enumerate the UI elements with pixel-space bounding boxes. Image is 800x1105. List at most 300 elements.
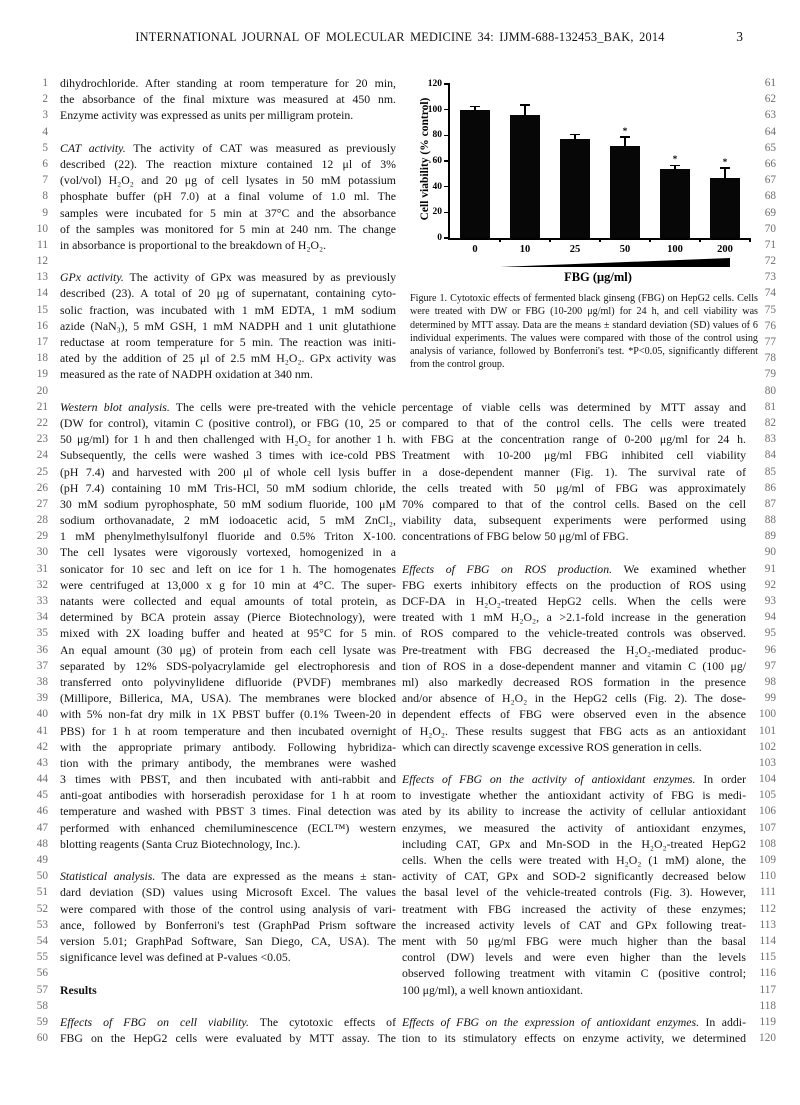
line-number: 25 xyxy=(36,465,48,478)
y-tick-label: 60 xyxy=(432,156,442,166)
text-line xyxy=(402,836,776,852)
text-line xyxy=(402,1014,776,1030)
line-number: 40 xyxy=(36,708,48,721)
line-number: 24 xyxy=(36,449,48,462)
line-number: 68 xyxy=(764,190,776,203)
text-line xyxy=(402,464,776,480)
line-number: 36 xyxy=(36,643,48,656)
line-number: 82 xyxy=(764,416,776,429)
line-text: 3 times with PBST, and then incubated with anti-rabbit and xyxy=(60,772,396,787)
x-axis-label: FBG (μg/ml) xyxy=(564,270,632,284)
line-number: 104 xyxy=(759,773,776,786)
line-text: Enzyme activity was expressed as units per milligram protein. xyxy=(60,108,354,123)
line-number: 19 xyxy=(36,368,48,381)
text-line xyxy=(30,803,396,819)
text-line xyxy=(402,884,776,900)
viability-bar xyxy=(660,169,690,238)
y-tick xyxy=(444,212,450,214)
line-text: natants were collected and equal amounts of total protein, as xyxy=(60,594,396,608)
line-number: 73 xyxy=(764,271,776,284)
error-bar-cap xyxy=(470,106,480,108)
line-number: 7 xyxy=(42,174,48,187)
line-number: 49 xyxy=(36,854,48,866)
text-line xyxy=(30,124,396,140)
error-bar xyxy=(574,135,576,140)
line-text: (Millipore, Billerica, MA, USA). The membranes were blocked xyxy=(60,691,396,706)
line-number: 83 xyxy=(764,433,776,446)
text-line xyxy=(402,528,776,544)
error-bar-cap xyxy=(570,134,580,136)
text-line xyxy=(402,642,776,658)
line-number: 9 xyxy=(42,206,48,219)
text-line xyxy=(30,577,396,593)
line-number: 63 xyxy=(764,109,776,122)
text-line xyxy=(402,803,776,819)
text-line xyxy=(30,933,396,949)
line-number: 107 xyxy=(759,821,776,834)
line-number: 21 xyxy=(36,400,48,413)
line-number: 85 xyxy=(764,465,776,478)
viability-bar xyxy=(560,139,590,238)
line-text xyxy=(60,253,396,269)
line-text xyxy=(402,383,746,399)
line-number: 12 xyxy=(36,255,48,268)
line-number: 101 xyxy=(759,724,776,737)
text-line xyxy=(402,755,776,771)
line-text: Effects of FBG on ROS production. We examined whether xyxy=(402,561,746,576)
line-text: anti-goat antibodies with horseradish peroxidase for 1 h at room xyxy=(60,788,396,803)
y-tick xyxy=(444,135,450,137)
text-line xyxy=(30,739,396,755)
line-text: were compared with those of the control using analysis of vari- xyxy=(60,901,396,916)
text-line xyxy=(402,383,776,399)
text-line xyxy=(30,205,396,221)
line-number: 102 xyxy=(759,740,776,753)
text-line xyxy=(402,723,776,739)
text-line xyxy=(30,658,396,674)
text-line xyxy=(402,415,776,431)
text-line xyxy=(30,982,396,998)
line-number: 17 xyxy=(36,336,48,348)
y-tick-label: 100 xyxy=(427,104,442,115)
text-line xyxy=(402,820,776,836)
text-line xyxy=(30,431,396,447)
line-text: dard deviation (SD) values using Microsoft Excel. The values xyxy=(60,885,396,900)
line-number: 62 xyxy=(764,93,776,106)
text-line xyxy=(402,998,776,1014)
line-text: (vol/vol) H₂O₂ and 20 μg of cell lysates in 50 mM potassium xyxy=(60,173,396,188)
line-number: 51 xyxy=(36,886,48,899)
x-tick xyxy=(599,238,601,242)
line-text: Statistical analysis. The data are expressed as the means ± stan- xyxy=(60,869,396,884)
line-text: and/or absence of H₂O₂ in the HepG2 cells (Fig. 2). The dose- xyxy=(402,691,746,706)
line-number: 34 xyxy=(36,611,48,624)
line-number: 8 xyxy=(42,190,48,203)
line-text: temperature and washed with PBST 3 times. Final detection was xyxy=(60,804,396,819)
line-text: solic fraction, was incubated with 1 mM EDTA, 1 mM sodium xyxy=(60,302,396,317)
text-line xyxy=(402,868,776,884)
line-text: to investigate whether the antioxidant activity of FBG is medi- xyxy=(402,788,746,803)
line-text: 30 mM sodium pyrophosphate, 50 mM sodium fluoride, 100 μM xyxy=(60,496,396,511)
line-text xyxy=(60,124,396,140)
line-text: viability data, subsequent experiments were performed using xyxy=(402,513,746,528)
line-text: Pre-treatment with FBG decreased the H₂O₂-mediated produc- xyxy=(402,642,746,657)
line-text: measured as the rate of NADPH oxidation at 340 nm. xyxy=(60,367,313,382)
text-line xyxy=(30,156,396,172)
line-text: described (23). A total of 20 μg of supernatant, containing cyto- xyxy=(60,286,396,301)
line-text: with 5% non-fat dry milk in 1X PBST buffer (0.1% Tween-20 in xyxy=(60,707,396,722)
line-text: sodium orthovanadate, 2 mM iodoacetic acid, 5 mM ZnCl₂, xyxy=(60,513,396,528)
line-number: 120 xyxy=(759,1032,776,1045)
line-text: treated with 1 mM H₂O₂, a >2.1-fold increase in the generation xyxy=(402,610,746,625)
text-line xyxy=(30,285,396,301)
text-line xyxy=(402,431,776,447)
y-tick xyxy=(444,109,450,111)
line-text xyxy=(402,755,746,771)
line-text: enzymes, we measured the activity of antioxidant enzymes, xyxy=(402,820,746,835)
line-text: concentrations of FBG below 50 μg/ml of FBG. xyxy=(402,529,629,544)
line-number: 3 xyxy=(42,109,48,122)
text-line xyxy=(30,334,396,350)
text-line xyxy=(30,949,396,965)
line-number: 92 xyxy=(764,578,776,591)
line-number: 5 xyxy=(42,141,48,154)
text-line xyxy=(30,868,396,884)
page-number: 3 xyxy=(736,29,743,44)
text-line xyxy=(402,706,776,722)
line-text: the basal level of the vehicle-treated controls (Fig. 3). However, xyxy=(402,885,746,900)
line-number: 93 xyxy=(764,595,776,607)
line-number: 26 xyxy=(36,481,48,494)
line-text: observed following treatment with vitamin C (positive control; xyxy=(402,966,746,981)
line-text: performed with enhanced chemiluminescence (ECL™) western xyxy=(60,820,396,835)
line-number: 23 xyxy=(36,433,48,446)
text-line xyxy=(30,820,396,836)
line-number: 54 xyxy=(36,934,48,947)
line-number: 1 xyxy=(42,77,48,89)
line-text: version 5.01; GraphPad Software, San Diego, CA, USA). The xyxy=(60,933,396,948)
text-line xyxy=(30,544,396,560)
journal-header: INTERNATIONAL JOURNAL OF MOLECULAR MEDICINE 34: IJMM-688-132453_BAK, 2014 xyxy=(135,30,665,44)
line-number: 46 xyxy=(36,805,48,818)
text-line xyxy=(30,140,396,156)
line-number: 27 xyxy=(36,497,48,510)
line-number: 10 xyxy=(36,222,48,235)
text-line xyxy=(30,561,396,577)
text-line xyxy=(402,544,776,560)
x-tick-label: 0 xyxy=(472,244,478,255)
text-line xyxy=(402,577,776,593)
error-bar xyxy=(524,106,526,116)
line-number: 6 xyxy=(42,157,48,170)
line-number: 42 xyxy=(36,740,48,753)
line-text: determined by BCA protein assay (Pierce Biotechnology), were xyxy=(60,610,396,625)
text-line xyxy=(30,383,396,399)
text-line xyxy=(30,496,396,512)
text-line xyxy=(30,269,396,285)
line-number: 52 xyxy=(36,902,48,915)
viability-bar xyxy=(610,146,640,238)
text-line xyxy=(30,836,396,852)
line-number: 16 xyxy=(36,319,48,332)
line-number: 57 xyxy=(36,983,48,996)
line-text xyxy=(402,544,746,560)
line-number: 74 xyxy=(764,287,776,300)
line-number: 112 xyxy=(759,902,776,915)
line-number: 4 xyxy=(42,125,48,138)
line-text: sonicator for 10 sec and left on ice for 1 h. The homogenates xyxy=(60,561,396,576)
line-number: 44 xyxy=(36,773,48,786)
line-text: azide (NaN₃), 5 mM GSH, 1 mM NADPH and 1 unit glutathione xyxy=(60,318,396,333)
line-number: 61 xyxy=(764,77,776,89)
text-line xyxy=(30,480,396,496)
line-number: 43 xyxy=(36,756,48,769)
line-text xyxy=(60,383,396,399)
significance-asterisk: * xyxy=(672,154,678,165)
text-line xyxy=(30,75,396,91)
text-line xyxy=(30,1030,396,1046)
line-number: 105 xyxy=(759,789,776,802)
line-number: 79 xyxy=(764,368,776,381)
text-line xyxy=(30,690,396,706)
line-number: 84 xyxy=(764,449,776,462)
x-tick xyxy=(749,238,751,242)
line-text: of H₂O₂. These results suggest that FBG acts as an antioxidant xyxy=(402,723,746,738)
text-line xyxy=(402,949,776,965)
text-line xyxy=(402,739,776,755)
significance-asterisk: * xyxy=(622,125,628,136)
line-number: 67 xyxy=(764,174,776,187)
line-number: 109 xyxy=(759,854,776,866)
line-number: 15 xyxy=(36,303,48,316)
line-text: the absorbance of the final mixture was measured at 450 nm. xyxy=(60,92,396,107)
y-tick xyxy=(444,237,450,239)
line-number: 58 xyxy=(36,999,48,1012)
line-number: 113 xyxy=(759,918,776,931)
line-number: 97 xyxy=(764,659,776,672)
figure-1-chart xyxy=(410,60,758,292)
text-line xyxy=(402,771,776,787)
viability-bar xyxy=(460,110,490,238)
line-number: 13 xyxy=(36,271,48,284)
line-number: 14 xyxy=(36,287,48,300)
text-line xyxy=(402,917,776,933)
text-line xyxy=(402,609,776,625)
figure-caption: Figure 1. Cytotoxic effects of fermented black ginseng (FBG) on HepG2 cells. Cells were treated with DW or FBG (10-200 μg/ml) for 24 h, and cell viability was determined by MTT assay. Data are the means ± standard deviation (SD) values of 6 individual experiments. The values were compared with those of the control using analysis of variance, followed by Bonferroni's test. *P<0.05, significantly different from the control group. xyxy=(410,293,758,371)
error-bar xyxy=(674,166,676,170)
text-line xyxy=(402,965,776,981)
text-line xyxy=(402,1030,776,1046)
line-number: 39 xyxy=(36,692,48,705)
line-number: 87 xyxy=(764,497,776,510)
line-text: GPx activity. The activity of GPx was measured by as previously xyxy=(60,270,396,285)
line-text: 1 mM phenylmethylsulfonyl fluoride and 0.5% Triton X-100. xyxy=(60,529,396,544)
y-tick-label: 80 xyxy=(432,130,442,141)
text-line xyxy=(30,852,396,868)
line-text: (DW for control), vitamin C (positive control), or FBG (10, 25 or xyxy=(60,415,396,430)
line-number: 116 xyxy=(759,967,776,980)
line-number: 71 xyxy=(764,238,776,251)
line-text: ated by its ability to increase the activity of cellular antioxidant xyxy=(402,804,746,819)
line-text: separated by 12% SDS-polyacrylamide gel electrophoresis and xyxy=(60,658,396,673)
line-number: 22 xyxy=(36,416,48,429)
y-tick-label: 20 xyxy=(432,207,442,218)
line-number: 76 xyxy=(764,319,776,332)
line-number: 48 xyxy=(36,837,48,850)
line-text: 50 μg/ml) for 1 h and then challenged with H₂O₂ for another 1 h. xyxy=(60,432,396,447)
line-number: 86 xyxy=(764,481,776,494)
line-number: 100 xyxy=(759,708,776,721)
line-number: 89 xyxy=(764,530,776,543)
significance-asterisk: * xyxy=(722,156,728,167)
line-number: 72 xyxy=(764,255,776,268)
viability-bar xyxy=(510,115,540,238)
line-text: treatment with FBG increased the activity of these enzymes; xyxy=(402,901,746,916)
line-number: 20 xyxy=(36,384,48,397)
text-line xyxy=(30,107,396,123)
line-text: in absorbance is proportional to the breakdown of H₂O₂. xyxy=(60,237,327,252)
line-number: 91 xyxy=(764,562,776,575)
line-text: control (DW) levels and were even higher than the levels xyxy=(402,950,746,965)
line-number: 98 xyxy=(764,675,776,688)
x-tick xyxy=(699,238,701,242)
line-number: 80 xyxy=(764,384,776,397)
line-number: 35 xyxy=(36,627,48,640)
y-axis-label: Cell viability (% control) xyxy=(419,97,431,221)
text-line xyxy=(402,512,776,528)
line-text: dihydrochloride. After standing at room temperature for 20 min, xyxy=(60,76,396,90)
y-tick-label: 0 xyxy=(437,233,442,243)
text-line xyxy=(402,593,776,609)
line-number: 50 xyxy=(36,870,48,883)
text-line xyxy=(30,464,396,480)
line-number: 99 xyxy=(764,692,776,705)
line-number: 38 xyxy=(36,675,48,688)
line-number: 108 xyxy=(759,837,776,850)
line-text: percentage of viable cells was determined by MTT assay and xyxy=(402,399,746,414)
text-line xyxy=(30,221,396,237)
line-number: 66 xyxy=(764,157,776,170)
x-tick xyxy=(499,238,501,242)
line-text: described (22). The reaction mixture contained 12 μl of 3% xyxy=(60,156,396,171)
line-text: Effects of FBG on the expression of antioxidant enzymes. In addi- xyxy=(402,1014,746,1029)
line-text: Effects of FBG on the activity of antioxidant enzymes. In order xyxy=(402,772,746,787)
line-text: mixed with 2X loading buffer and heated at 95°C for 5 min. xyxy=(60,626,396,641)
y-tick-label: 40 xyxy=(432,181,442,192)
line-text: Subsequently, the cells were washed 3 times with ice-cold PBS xyxy=(60,448,396,463)
x-tick xyxy=(549,238,551,242)
line-number: 106 xyxy=(759,805,776,818)
line-text: ated by the addition of 25 μl of 2.5 mM H₂O₂. GPx activity was xyxy=(60,351,396,366)
line-text: in a dose-dependent manner (Fig. 1). The survival rate of xyxy=(402,464,746,479)
line-number: 47 xyxy=(36,821,48,834)
line-number: 78 xyxy=(764,352,776,365)
text-line xyxy=(402,447,776,463)
line-number: 45 xyxy=(36,789,48,802)
text-line xyxy=(30,998,396,1014)
line-text: (pH 7.4) containing 10 mM Tris-HCl, 50 mM sodium chloride, xyxy=(60,480,396,495)
line-text: 70% compared to that of the control cells. Based on the cell xyxy=(402,496,746,511)
line-number: 119 xyxy=(759,1015,776,1028)
line-text xyxy=(60,965,396,981)
text-line xyxy=(30,642,396,658)
line-text: The cell lysates were vigorously vortexed, homogenized in a xyxy=(60,545,396,560)
text-line xyxy=(30,755,396,771)
line-number: 117 xyxy=(759,983,776,996)
line-text: of the samples was monitored for 5 min at 240 nm. The change xyxy=(60,221,396,236)
x-tick-label: 100 xyxy=(667,244,683,255)
line-text: with the appropriate primary antibody. Following hybridiza- xyxy=(60,739,396,754)
x-tick-label: 10 xyxy=(519,244,531,255)
text-line xyxy=(30,302,396,318)
text-line xyxy=(402,982,776,998)
line-number: 41 xyxy=(36,724,48,737)
figure-1 xyxy=(410,60,758,372)
line-text: were centrifuged at 13,000 x g for 10 min at 4°C. The super- xyxy=(60,577,396,592)
text-line xyxy=(30,366,396,382)
text-line xyxy=(402,901,776,917)
line-number: 103 xyxy=(759,756,776,769)
line-text: PBS) for 1 h at room temperature and then incubated overnight xyxy=(60,723,396,738)
text-line xyxy=(30,917,396,933)
line-text: which can directly scavenge excessive ROS generation in cells. xyxy=(402,739,702,754)
line-text xyxy=(60,998,396,1014)
line-text xyxy=(402,998,746,1014)
text-line xyxy=(30,901,396,917)
plot-area xyxy=(427,79,750,255)
line-text: 100 μg/ml), a well known antioxidant. xyxy=(402,982,583,997)
line-number: 75 xyxy=(764,303,776,316)
x-tick xyxy=(649,238,651,242)
line-text: the cells treated with 50 μg/ml of FBG was approximately xyxy=(402,480,746,495)
line-text: An equal amount (30 μg) of protein from each cell lysate was xyxy=(60,642,396,657)
line-number: 70 xyxy=(764,222,776,235)
line-number: 88 xyxy=(764,514,776,527)
text-line xyxy=(30,350,396,366)
text-line xyxy=(30,593,396,609)
error-bar-cap xyxy=(670,165,680,167)
line-number: 110 xyxy=(759,870,776,883)
line-text: FBG on the HepG2 cells were evaluated by MTT assay. The xyxy=(60,1031,396,1046)
text-line xyxy=(402,933,776,949)
error-bar-cap xyxy=(520,104,530,106)
line-number: 65 xyxy=(764,141,776,154)
line-number: 77 xyxy=(764,336,776,348)
x-tick-label: 25 xyxy=(569,244,581,255)
text-line xyxy=(30,512,396,528)
text-line xyxy=(30,253,396,269)
line-text: with FBG at the concentration range of 0-200 μg/ml for 24 h. xyxy=(402,432,746,447)
line-number: 81 xyxy=(764,400,776,413)
line-number: 95 xyxy=(764,627,776,640)
line-number: 30 xyxy=(36,546,48,559)
line-text: of ROS compared to the vehicle-treated controls was observed. xyxy=(402,626,746,641)
line-text: Results xyxy=(60,982,97,997)
text-line xyxy=(30,674,396,690)
line-number: 114 xyxy=(759,934,776,947)
text-line xyxy=(402,674,776,690)
text-line xyxy=(30,706,396,722)
line-number: 64 xyxy=(764,125,776,138)
text-line xyxy=(402,480,776,496)
text-line xyxy=(402,561,776,577)
line-number: 94 xyxy=(764,611,776,624)
line-number: 55 xyxy=(36,951,48,964)
line-text: (pH 7.4) and harvested with 200 μl of whole cell lysis buffer xyxy=(60,464,396,479)
line-text: compared to that of the control cells. The cells were treated xyxy=(402,415,746,430)
text-line xyxy=(30,528,396,544)
line-number: 53 xyxy=(36,918,48,931)
